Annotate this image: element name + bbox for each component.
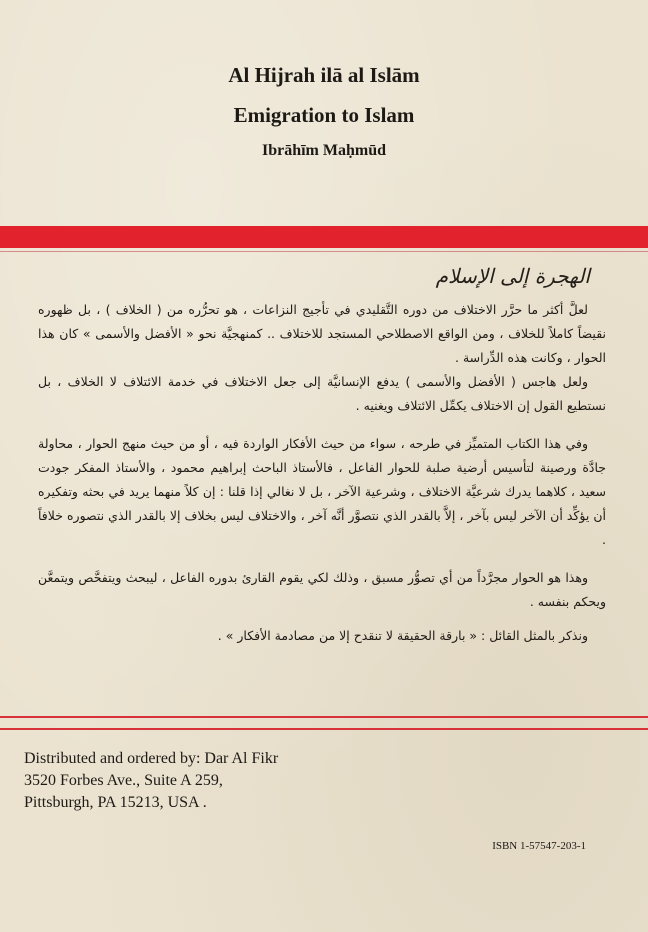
title-english: Emigration to Islam	[233, 103, 415, 127]
distributor-line: Distributed and ordered by: Dar Al Fikr	[24, 750, 279, 767]
address-line-2: Pittsburgh, PA 15213, USA .	[24, 794, 207, 811]
blurb-paragraph-1: لعلَّ أكثر ما حرَّر الاختلاف من دوره التَّقليدي في تأجيج النزاعات ، هو تحرُّره من ( الخلاف ) ، بل ظهوره نقيضاً كاملاً للخلاف ، ومن الواقع الاصطلاحي المستجد للاختلاف .. كمنهجيَّة نحو « الأفضل والأسمى » كان هذا الحوار ، وكانت هذه الدِّراسة .	[38, 302, 606, 365]
isbn-number: ISBN 1-57547-203-1	[492, 840, 586, 852]
red-divider-band	[0, 226, 648, 248]
arabic-blurb	[38, 298, 606, 662]
calligraphy-title	[418, 258, 590, 294]
address-line-1: 3520 Forbes Ave., Suite A 259,	[24, 772, 223, 789]
blurb-paragraph-2: ولعل هاجس ( الأفضل والأسمى ) يدفع الإنسانيَّة إلى جعل الاختلاف في خدمة الائتلاف لا الخلاف ، بل نستطيع القول إن الاختلاف يكمِّل الائتلاف ويغنيه .	[38, 374, 606, 413]
calligraphy-title-text: الهجرة إلى الإسلام	[435, 264, 590, 288]
title-block	[0, 60, 648, 162]
blurb-paragraph-3: وفي هذا الكتاب المتميِّز في طرحه ، سواء من حيث الأفكار الواردة فيه ، أو من حيث منهج الحوار ، محاولة جادَّة ورصينة لتأسيس أرضية صلبة للحوار الفاعل ، فالأستاذ الباحث إبراهيم محمود ، والأستاذ المفكر جودت سعيد ، كلاهما يدرك شرعيَّة الاختلاف ، وشرعية الآخر ، بل لا نغالي إذا قلنا : إن كلاً منهما يريد في بحثه وتفكيره أن يؤكِّد أن الآخر ليس بآخر ، إلاَّ بالقدر الذي نتصوَّر أنَّه آخر ، والاختلاف ليس بخلاف إلا بالقدر الذي نتصوره خلافاً .	[38, 436, 606, 547]
author-name: Ibrāhīm Maḥmūd	[261, 142, 387, 159]
title-transliterated: Al Hijrah ilā al Islām	[228, 63, 420, 87]
red-rule-top	[0, 716, 648, 718]
blurb-quote: ونذكر بالمثل القائل : « بارقة الحقيقة لا تنقدح إلا من مصادمة الأفكار » .	[217, 628, 588, 643]
red-divider-shadow	[0, 251, 648, 252]
distribution-info	[24, 748, 278, 814]
blurb-paragraph-4: وهذا هو الحوار مجرَّداً من أي تصوُّر مسبق ، وذلك لكي يقوم القارئ بدوره الفاعل ، ليبحث ويتفحَّص ويتمعَّن ويحكم بنفسه .	[38, 570, 606, 609]
red-rule-bottom	[0, 728, 648, 730]
